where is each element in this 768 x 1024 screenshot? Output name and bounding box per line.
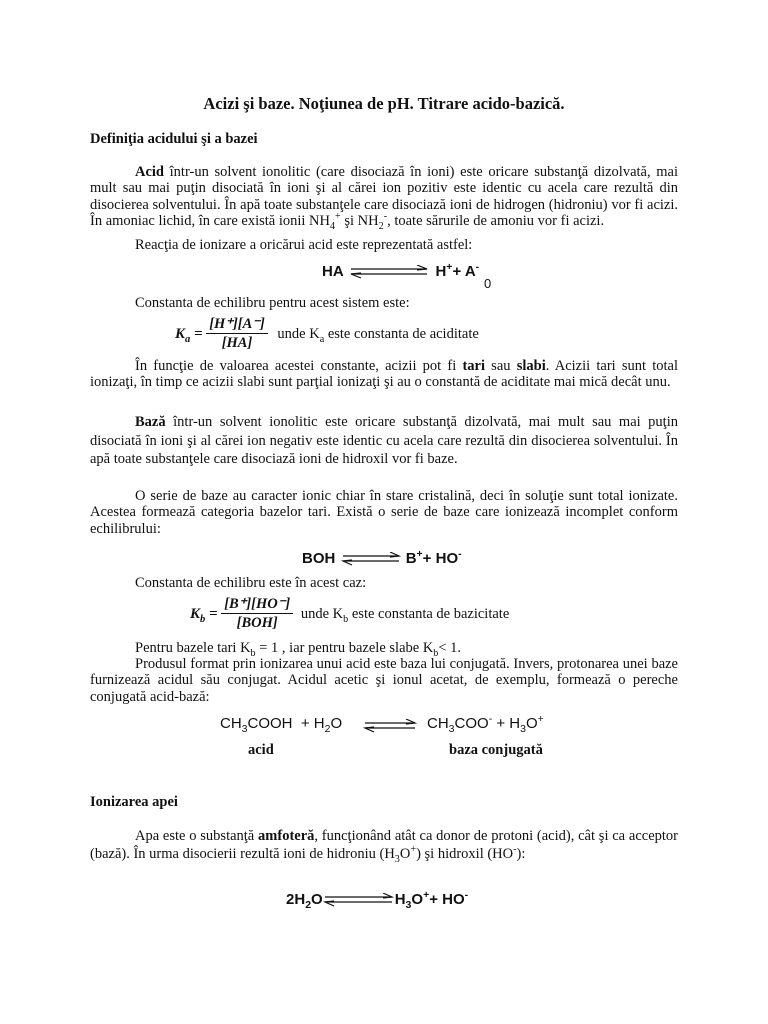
kb-note: unde $K_b$ este constanta de bazicitate [300,605,510,625]
equation-acetic-left: $CH_3COOH + H_2O$ [220,715,343,735]
equilibrium-arrow-icon [323,893,395,907]
ka-formula: $K_a$ = $\frac{[H^+][A^-]}{[HA]}$ unde $K_a$ este constanta de aciditate [175,316,479,352]
acid-constant-intro: Constanta de echilibru pentru acest sistem este: [135,295,410,311]
paragraph-acid-definition: Acid într-un solvent ionolitic (care disociază în ioni) este oricare substanţă dizolvată, mai mult sau mai puţin disociată în ioni şi al cărei ion pozitiv este identic cu acela care rezultă din disocierea solventului. În apă toate substanţele care disociază ioni de hidrogen (hidroniu) vor fi acizi. În amoniac lichid, în care există ionii $NH_4^+$ şi $NH_2^-$, toate sărurile de amoniu vor fi acizi. [90,164,678,233]
equilibrium-arrow-icon [362,719,418,733]
equation-water-autoionization: $2H_2O$ $H_3O^++ HO^-$ [286,889,469,911]
equation-acid-ionization: HA H++ A- [322,261,480,280]
paragraph-base-definition: Bază într-un solvent ionolitic este oricare substanţă dizolvată, mai mult sau mai puţin disociată în ioni şi al cărei ion negativ este identic cu acela care rezultă din disocierea solventului. În apă toate substanţele care disociază ioni de hidroxil vor fi baze. [90,414,678,467]
paragraph-strong-weak-acids: În funcţie de valoarea acestei constante, acizii pot fi tari sau slabi. Acizii tari sunt total ionizaţi, în timp ce acizii slabi sunt parţial ionizaţi şi au o constantă de aciditate mai mică decât unu. [90,358,678,391]
equilibrium-arrow-icon [340,552,402,566]
term-acid: Acid [135,164,164,180]
equation-acetic-right: $CH_3COO^- + H_3O^+$ [427,713,544,735]
paragraph-strong-bases: O serie de baze au caracter ionic chiar în stare cristalină, deci în soluţie sunt total ionizate. Acestea formează categoria bazelor tari. Există o serie de baze care ionizează incomplet conform echilibrului: [90,488,678,537]
page-title: Acizi şi baze. Noţiunea de pH. Titrare acido-bazică. [203,94,565,113]
kb-formula: $K_b$ = $\frac{[B^+][HO^-]}{\text{[BOH]}}$ unde $K_b$ este constanta de bazicitate [190,596,510,632]
reaction-intro: Reacţia de ionizare a oricărui acid este reprezentată astfel: [135,237,473,253]
equation-base-ionization: BOH B++ HO- [302,548,462,567]
kb-comparison: Pentru bazele tari $K_b = 1$ , iar pentru bazele slabe $K_b< 1$. [135,640,462,659]
ka-fraction: $\frac{[H^+][A^-]}{[HA]}$ [206,316,268,352]
label-conjugate-base: baza conjugată [449,742,543,758]
section-heading-water: Ionizarea apei [90,794,178,810]
base-constant-intro: Constanta de echilibru este în acest caz: [135,575,367,591]
section-heading-definition: Definiţia acidului şi a bazei [90,131,258,147]
ka-note: unde $K_a$ este constanta de aciditate [277,325,479,345]
equation-acid-subscript: 0 [484,276,492,291]
kb-fraction: $\frac{[B^+][HO^-]}{\text{[BOH]}}$ [221,596,293,632]
equilibrium-arrow-icon [347,265,431,279]
paragraph-conjugate-pairs: Produsul format prin ionizarea unui acid este baza lui conjugată. Invers, protonarea unei baze furnizează acidul său conjugat. Acidul acetic şi ionul acetat, de exemplu, formează o pereche conjugată acid-bază: [90,656,678,705]
paragraph-water-amphoteric: Apa este o substanţă amfoteră, funcţionând atât ca donor de protoni (acid), cât şi ca acceptor (bază). În urma disocierii rezultă ioni de hidroniu $(H_3O^+)$ şi hidroxil (HO-): [90,828,678,865]
label-acid: acid [248,742,274,758]
term-base: Bază [135,414,166,430]
